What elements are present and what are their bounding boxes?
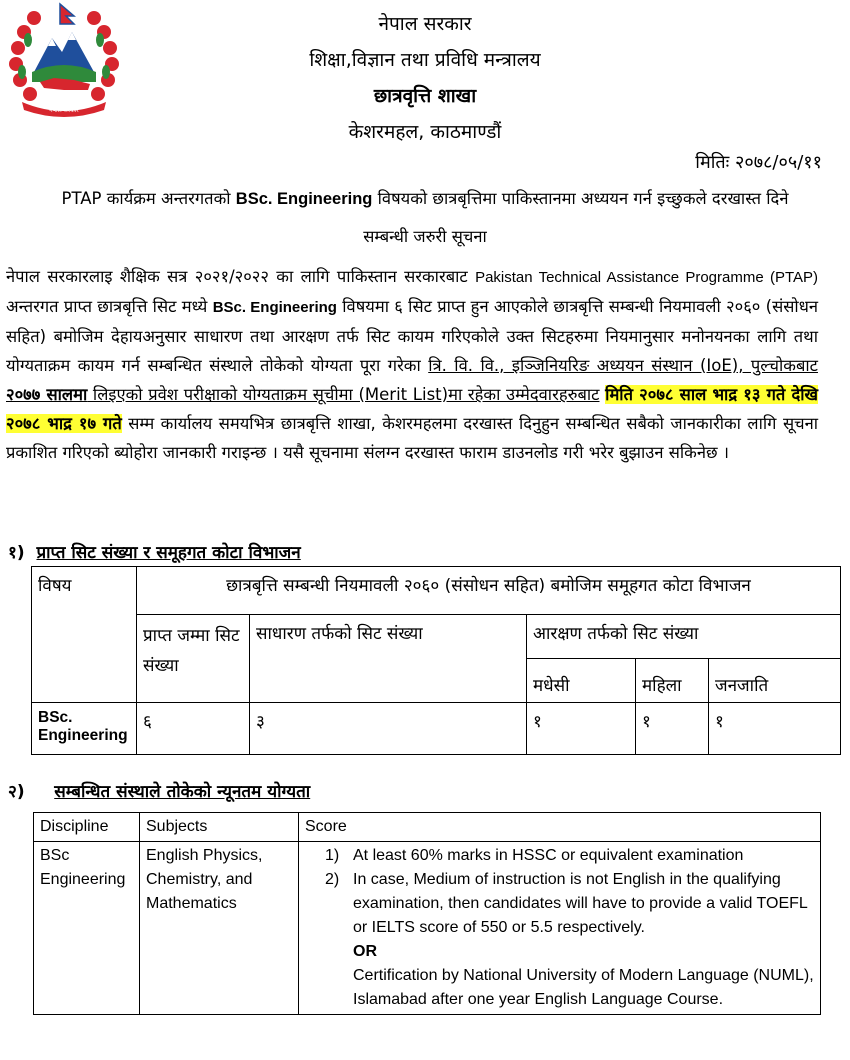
header-discipline: Discipline — [34, 813, 140, 842]
col-reserved-header: आरक्षण तर्फको सिट संख्या — [527, 615, 841, 659]
col-total-header: प्राप्त जम्मा सिट संख्या — [137, 615, 250, 703]
discipline-value: BSc Engineering — [34, 842, 140, 1015]
header-section: छात्रवृत्ति शाखा — [373, 85, 477, 107]
header-subjects: Subjects — [140, 813, 299, 842]
row-madhesi: १ — [527, 703, 636, 755]
header-address: केशरमहल, काठमाण्डौं — [348, 121, 502, 143]
notice-date: मितिः २०७८/०५/११ — [695, 152, 822, 173]
header-ministry: शिक्षा,विज्ञान तथा प्रविधि मन्त्रालय — [309, 49, 541, 71]
row-janajati: १ — [709, 703, 841, 755]
row-general: ३ — [250, 703, 527, 755]
alternative-requirement: Certification by National University of Modern Language (NUML), Islamabad after one year English Language Course. — [353, 967, 814, 1008]
or-label: OR — [353, 943, 377, 960]
row-mahila: १ — [636, 703, 709, 755]
requirement-item-2: 2) In case, Medium of instruction is not English in the qualifying examination, then candidates will have to provide a valid TOEFL or IELTS score of 550 or 5.5 respectively. — [325, 871, 808, 936]
notice-subject: PTAP कार्यक्रम अन्तरगतको BSc. Engineering विषयको छात्रबृत्तिमा पाकिस्तानमा अध्ययन गर्न इच्छुकले दरखास्त दिने — [61, 189, 789, 208]
application-period-highlight: मिति २०७८ साल भाद्र १३ गते देखि २०७८ भाद्र १७ गते — [6, 385, 818, 433]
row-subject: BSc. Engineering — [32, 703, 137, 755]
quota-group-header: छात्रबृत्ति सम्बन्धी नियमावली २०६० (संसोधन सहित) बमोजिम समूहगत कोटा विभाजन — [137, 567, 841, 615]
col-mahila-header: महिला — [636, 659, 709, 703]
requirement-item-1: 1) At least 60% marks in HSSC or equivalent examination — [325, 847, 744, 864]
section1-heading: १) प्राप्त सिट संख्या र समूहगत कोटा विभाजन — [8, 543, 301, 563]
notice-subject-line2: सम्बन्धी जरुरी सूचना — [363, 227, 487, 246]
header-score: Score — [299, 813, 821, 842]
quota-table — [31, 566, 841, 755]
qualification-table — [33, 812, 821, 1015]
section2-heading: २) सम्बन्धित संस्थाले तोकेको न्यूनतम योग्यता — [8, 782, 311, 802]
col-general-header: साधारण तर्फको सिट संख्या — [250, 615, 527, 703]
col-subject-header: विषय — [32, 567, 137, 703]
score-requirements — [299, 842, 821, 1015]
header-country: नेपाल सरकार — [378, 13, 472, 35]
row-total: ६ — [137, 703, 250, 755]
col-madhesi-header: मधेसी — [527, 659, 636, 703]
col-janajati-header: जनजाति — [709, 659, 841, 703]
subjects-value: English Physics, Chemistry, and Mathematics — [140, 842, 299, 1015]
notice-body: नेपाल सरकारलाइ शैक्षिक सत्र २०२१/२०२२ का लागि पाकिस्तान सरकारबाट Pakistan Technical Assistance Programme (PTAP) अन्तरगत प्राप्त छात्रबृत्ति सिट मध्ये BSc. Engineering विषयमा ६ सिट प्राप्त हुन आएकोले छात्रबृत्ति सम्बन्धी नियमावली २०६० (संसोधन सहित) बमोजिम देहायअनुसार साधारण तथा आरक्षण तर्फ सिट कायम गरिएकोले उक्त सिटहरुमा नियमानुसार मनोनयनका लागि तथा योग्यताक्रम कायम गर्न सम्बन्धित संस्थाले तोकेको योग्यता पूरा गरेका त्रि. वि. वि., इञ्जिनियरिङ अध्ययन संस्थान (IoE), पुल्चोकबाट २०७७ सालमा लिइएको प्रवेश परीक्षाको योग्यताक्रम सूचीमा (Merit List)मा रहेका उम्मेदवारहरुबाट मिति २०७८ साल भाद्र १३ गते देखि २०७८ भाद्र १७ गते सम्म कार्यालय समयभित्र छात्रबृत्ति शाखा, केशरमहलमा दरखास्त दिनुहुन सम्बन्धित सबैको जानकारीका लागि सूचना प्रकाशित गरिएको ब्योहोरा जानकारी गराइन्छ । यसै सूचनामा संलग्न दरखास्त फाराम डाउनलोड गरी भरेर बुझाउन सकिनेछ । — [6, 267, 819, 462]
svg-text:नेपाल सरकार: नेपाल सरकार — [49, 107, 79, 114]
